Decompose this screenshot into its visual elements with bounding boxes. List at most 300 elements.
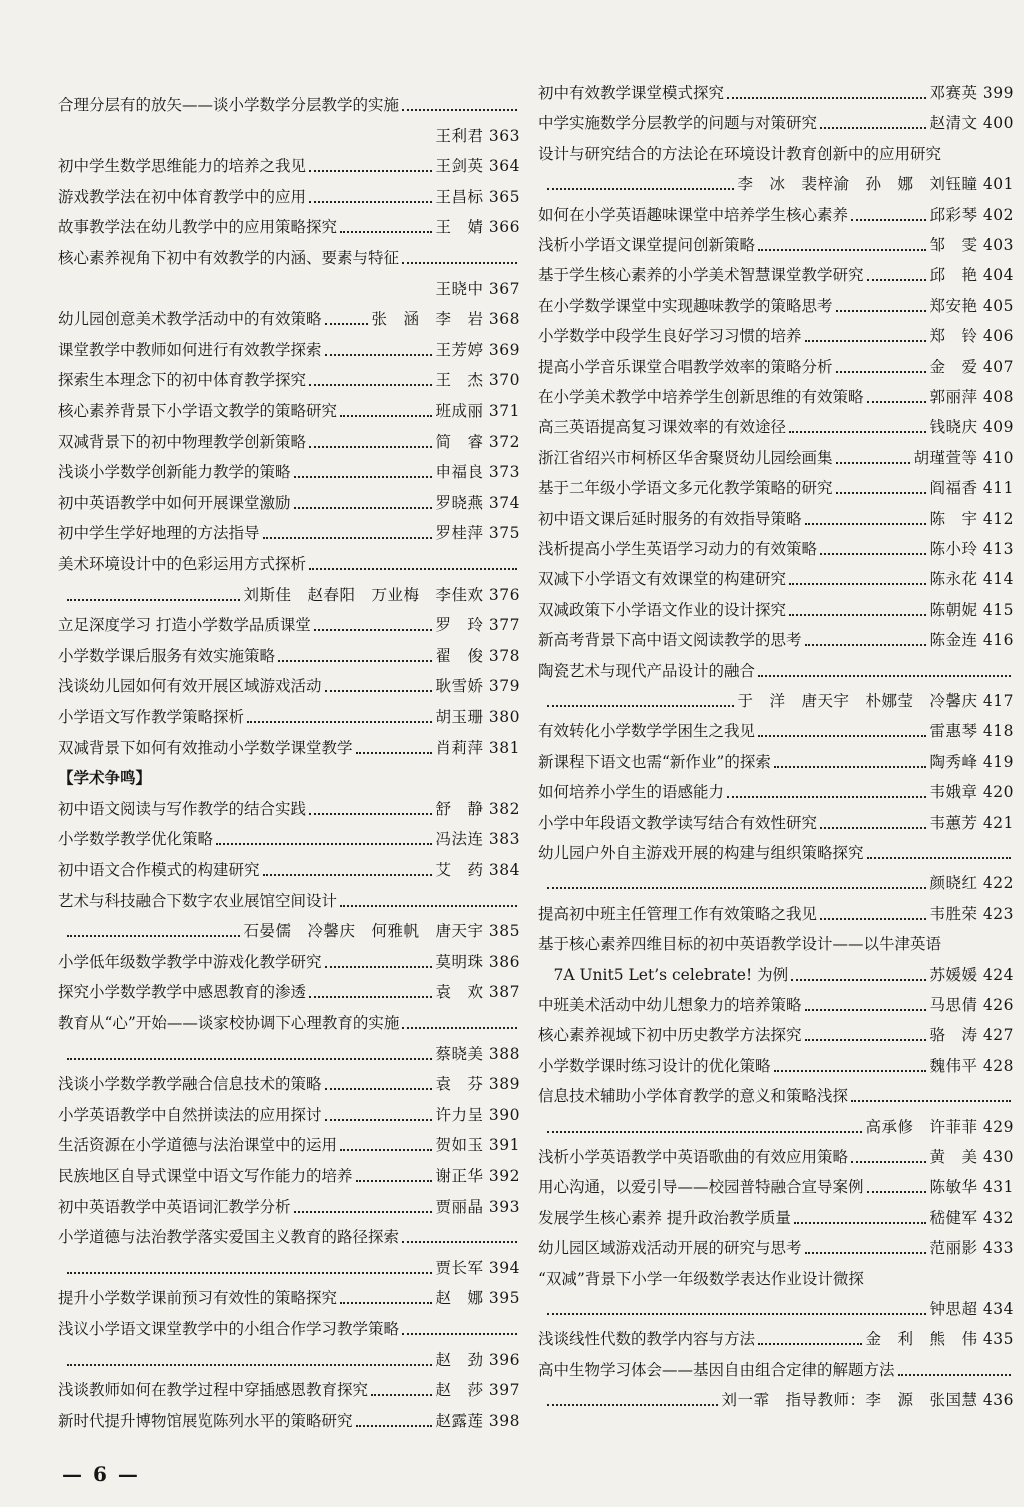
entry-title: 幼儿园户外自主游戏开展的构建与组织策略探究 [538,844,864,862]
toc-entry [58,1010,520,1036]
leader-dots [325,966,433,968]
entry-author-page: 钟思超 434 [929,1300,1014,1318]
toc-entry [58,398,520,424]
leader-dots [294,476,433,478]
entry-author-page: 贾丽晶 393 [435,1197,520,1216]
leader-dots [67,599,240,601]
toc-entry [538,840,1014,866]
entry-author-page: 邱 艳 404 [929,266,1014,285]
entry-title: 探索生本理念下的初中体育教学探究 [58,371,307,390]
leader-dots [867,279,927,281]
entry-author-page: 简 睿 372 [435,432,520,451]
entry-title: 探究小学数学教学中感恩教育的渗透 [58,983,307,1002]
leader-dots [805,644,927,646]
entry-title: 幼儿园创意美术教学活动中的有效策略 [58,310,322,329]
leader-dots [547,1404,718,1406]
entry-title: 浅谈线性代数的教学内容与方法 [538,1330,756,1349]
toc-entry [58,643,520,669]
toc-entry [58,337,520,363]
entry-author-page: 赵露莲 398 [435,1411,520,1430]
entry-title: 在小学数学课堂中实现趣味教学的策略思考 [538,296,833,315]
toc-entry [58,826,520,852]
entry-title: 小学道德与法治教学落实爱国主义教育的路径探索 [58,1228,400,1247]
entry-author-page: 罗桂萍 375 [435,524,520,543]
entry-title: 有效转化小学数学学困生之我见 [538,722,756,741]
leader-dots [758,1343,862,1345]
toc-entry [538,749,1014,775]
entry-title: 初中有效教学课堂模式探究 [538,84,725,102]
leader-dots [758,249,926,251]
leader-dots [309,384,432,386]
entry-title: 小学数学课后服务有效实施策略 [58,646,276,665]
toc-entry [538,901,1014,927]
toc-entry [58,582,520,608]
leader-dots [758,675,1011,677]
entry-title: 浅析小学语文课堂提问创新策略 [538,236,756,254]
entry-author-page: 于 洋 唐天宇 朴娜莹 冷馨庆 417 [737,692,1014,710]
toc-entry [538,1114,1014,1140]
entry-author-page: 魏伟平 428 [929,1056,1014,1075]
leader-dots [789,614,926,616]
entry-author-page: 刘斯佳 赵春阳 万业梅 李佳欢 376 [243,585,520,604]
toc-entry [538,1235,1014,1261]
toc-entry [58,1102,520,1128]
entry-author-page: 马思倩 426 [929,996,1014,1014]
entry-author-page: 赵 劲 396 [435,1350,520,1369]
leader-dots [325,1088,433,1090]
entry-title: 浅议小学语文课堂教学中的小组合作学习教学策略 [58,1320,400,1338]
entry-author-page: 陶秀峰 419 [929,752,1014,771]
leader-dots [309,813,432,815]
entry-author-page: 王晓中 367 [435,279,520,298]
leader-dots [820,827,926,829]
entry-author-page: 陈金连 416 [929,631,1014,650]
toc-entry [58,1408,520,1434]
entry-title: 中班美术活动中幼儿想象力的培养策略 [538,996,802,1014]
entry-title: 小学数学教学优化策略 [58,830,214,849]
entry-author-page: 冯法连 383 [435,830,520,849]
entry-author-page: 胡瑾萱等 410 [913,448,1014,467]
toc-entry [58,612,520,638]
toc-entry [538,870,1014,896]
leader-dots [789,583,926,585]
entry-title: 故事教学法在幼儿教学中的应用策略探究 [58,218,338,237]
leader-dots [67,1058,432,1060]
leader-dots [325,354,433,356]
leader-dots [774,1070,927,1072]
entry-title: 核心素养背景下小学语文教学的策略研究 [58,402,338,420]
entry-title: 浅谈教师如何在教学过程中穿插感恩教育探究 [58,1381,369,1400]
entry-title: 基于核心素养四维目标的初中英语教学设计——以牛津英语 [538,935,942,954]
entry-title: 艺术与科技融合下数字农业展馆空间设计 [58,891,338,910]
toc-entry [538,293,1014,319]
toc-entry [538,931,1014,957]
leader-dots [309,996,432,998]
toc-entry [58,704,520,730]
toc-entry [58,1255,520,1281]
leader-dots [371,1394,432,1396]
toc-entry [538,566,1014,592]
entry-title: 课堂教学中教师如何进行有效教学探索 [58,340,322,359]
toc-entry [58,214,520,240]
entry-author-page: 蔡晓美 388 [435,1044,520,1063]
leader-dots [263,537,433,539]
leader-dots [325,1119,433,1121]
entry-author-page: 贺如玉 391 [435,1136,520,1155]
toc-entry [538,171,1014,197]
toc-entry [58,796,520,822]
entry-author-page: 邓赛英 399 [929,84,1014,102]
toc-entry [58,490,520,516]
entry-title: 初中语文课后延时服务的有效指导策略 [538,509,802,528]
entry-title: 初中英语教学中如何开展课堂激励 [58,493,291,512]
entry-author-page: 陈永花 414 [929,570,1014,589]
entry-title: 新高考背景下高中语文阅读教学的思考 [538,631,802,650]
toc-entry [538,1144,1014,1170]
entry-author-page: 王 婧 366 [435,218,520,237]
entry-author-page: 颜晓红 422 [929,874,1014,893]
entry-title: 双减下小学语文有效课堂的构建研究 [538,570,787,589]
toc-entry [538,1174,1014,1200]
entry-title: 民族地区自导式课堂中语文写作能力的培养 [58,1167,353,1185]
entry-title: 如何培养小学生的语感能力 [538,783,725,802]
toc-entry [538,1205,1014,1231]
entry-author-page: 韦蕙芳 421 [929,813,1014,832]
entry-author-page: 赵 娜 395 [435,1289,520,1308]
leader-dots [402,1241,517,1243]
entry-title: 浅析小学英语教学中英语歌曲的有效应用策略 [538,1148,849,1166]
leader-dots [547,1313,926,1315]
leader-dots [340,1149,432,1151]
toc-entry [58,92,520,118]
leader-dots [836,462,911,464]
entry-author-page: 王 杰 370 [435,371,520,390]
toc-entry [58,520,520,546]
leader-dots [402,109,517,111]
leader-dots [836,371,927,373]
entry-title: 信息技术辅助小学体育教学的意义和策略浅探 [538,1087,849,1106]
toc-entry [538,1296,1014,1322]
toc-entry [538,688,1014,714]
entry-author-page: 陈小玲 413 [929,540,1014,558]
leader-dots [791,979,926,981]
entry-author-page: 陈朝妮 415 [929,600,1014,619]
entry-author-page: 郑 铃 406 [929,327,1014,346]
entry-author-page: 谢正华 392 [435,1167,520,1185]
entry-title: 幼儿园区域游戏活动开展的研究与思考 [538,1239,802,1258]
toc-entry [58,1377,520,1403]
toc-entry [538,536,1014,562]
entry-title: 提高小学音乐课堂合唱教学效率的策略分析 [538,357,833,376]
toc-entry [58,1194,520,1220]
entry-author-page: 高承修 许菲菲 429 [865,1117,1014,1136]
entry-title: 游戏教学法在初中体育教学中的应用 [58,187,307,206]
toc-entry [538,627,1014,653]
toc-entry [538,384,1014,410]
entry-title: 提升小学数学课前预习有效性的策略探究 [58,1289,338,1308]
leader-dots [278,660,432,662]
toc-entry [538,354,1014,380]
entry-author-page: 肖莉萍 381 [435,738,520,757]
entry-title: 发展学生核心素养 提升政治教学质量 [538,1208,791,1227]
leader-dots [294,507,433,509]
leader-dots [325,690,433,692]
entry-title: 教育从“心”开始——谈家校协调下心理教育的实施 [58,1014,400,1032]
entry-author-page: 邱彩琴 402 [929,205,1014,224]
leader-dots [314,629,433,631]
entry-author-page: 阎福香 411 [929,479,1014,498]
toc-entry [538,414,1014,440]
toc-entry [58,949,520,975]
entry-author-page: 郑安艳 405 [929,296,1014,315]
toc-entry [538,1357,1014,1383]
entry-author-page: 刘一霏 指导教师：李 源 张国慧 436 [721,1391,1014,1410]
entry-title: 7A Unit5 Let’s celebrate! 为例 [538,965,789,984]
leader-dots [547,887,926,889]
entry-title: 中学实施数学分层教学的问题与对策研究 [538,114,818,133]
toc-entry [58,1347,520,1373]
leader-dots [309,170,432,172]
entry-author-page: 舒 静 382 [435,799,520,818]
toc-entry [538,1083,1014,1109]
entry-title: 基于学生核心素养的小学美术智慧课堂教学研究 [538,266,864,285]
entry-title: 陶瓷艺术与现代产品设计的融合 [538,661,756,680]
leader-dots [356,1180,433,1182]
toc-entry [538,202,1014,228]
entry-title: 初中语文合作模式的构建研究 [58,861,260,879]
entry-title: 小学数学中段学生良好学习习惯的培养 [538,327,802,346]
leader-dots [340,905,517,907]
entry-title: 核心素养视域下初中历史教学方法探究 [538,1026,802,1045]
toc-entry [538,110,1014,136]
entry-author-page: 雷惠琴 418 [929,722,1014,741]
entry-author-page: 赵清文 400 [929,114,1014,133]
leader-dots [263,874,433,876]
toc-entry [538,1053,1014,1079]
leader-dots [805,340,927,342]
entry-title: 小学数学课时练习设计的优化策略 [538,1056,771,1075]
entry-title: 用心沟通，以爱引导——校园普特融合宣导案例 [538,1178,864,1197]
entry-title: 核心素养视角下初中有效教学的内涵、要素与特征 [58,249,400,267]
leader-dots [340,231,432,233]
leader-dots [805,1039,927,1041]
leader-dots [67,935,240,937]
toc-entry [538,141,1014,167]
leader-dots [247,721,432,723]
toc-entry [538,323,1014,349]
toc-entry [58,551,520,577]
toc-entry [538,810,1014,836]
toc-entry [58,184,520,210]
entry-title: 生活资源在小学道德与法治课堂中的运用 [58,1136,338,1155]
entry-title: 浅谈小学数学创新能力教学的策略 [58,463,291,482]
leader-dots [67,1272,432,1274]
entry-title: 合理分层有的放矢——谈小学数学分层教学的实施 [58,96,400,114]
toc-entry [538,1022,1014,1048]
entry-author-page: 王利君 363 [435,126,520,145]
entry-author-page: 耿雪娇 379 [435,677,520,696]
toc-entry [538,445,1014,471]
entry-author-page: 黄 美 430 [929,1148,1014,1166]
entry-author-page: 王芳婷 369 [435,340,520,359]
entry-title: 初中语文阅读与写作教学的结合实践 [58,799,307,818]
toc-entry [58,1224,520,1250]
toc-entry [58,245,520,271]
toc-entry [538,475,1014,501]
leader-dots [867,857,1011,859]
entry-author-page: 韦胜荣 423 [929,904,1014,923]
entry-author-page: 金 爱 407 [929,357,1014,376]
leader-dots [309,201,432,203]
entry-author-page: 赵 莎 397 [435,1381,520,1400]
leader-dots [820,918,926,920]
entry-title: 新时代提升博物馆展览陈列水平的策略研究 [58,1411,353,1430]
entry-title: 小学语文写作教学策略探析 [58,708,245,726]
toc-entry [58,673,520,699]
toc-entry [538,597,1014,623]
page-number: — 6 — [62,1462,140,1486]
toc-entry [58,153,520,179]
entry-author-page: 翟 俊 378 [435,646,520,665]
toc-entry [58,1316,520,1342]
toc-entry [58,429,520,455]
entry-author-page: 李 冰 裴梓渝 孙 娜 刘钰瞳 401 [737,175,1014,194]
entry-title: 浙江省绍兴市柯桥区华舍聚贤幼儿园绘画集 [538,448,833,467]
section-heading [58,765,520,791]
toc-entry [58,1071,520,1097]
entry-author-page: 苏媛媛 424 [929,965,1014,984]
leader-dots [851,1100,1011,1102]
entry-title: 小学英语教学中自然拼读法的应用探讨 [58,1105,322,1124]
entry-author-page: 王剑英 364 [435,157,520,176]
toc-entry [58,857,520,883]
leader-dots [794,1222,927,1224]
toc-entry [538,80,1014,106]
toc-entry [538,1387,1014,1413]
entry-author-page: 王昌标 365 [435,187,520,206]
toc-entry [538,658,1014,684]
entry-author-page: 申福良 373 [435,463,520,482]
toc-entry [58,735,520,761]
toc-entry [58,276,520,302]
entry-title: 初中学生学好地理的方法指导 [58,524,260,543]
entry-author-page: 陈敏华 431 [929,1178,1014,1197]
leader-dots [727,97,926,99]
leader-dots [836,492,927,494]
entry-title: 【学术争鸣】 [58,768,152,788]
leader-dots [805,523,927,525]
toc-entry [538,779,1014,805]
leader-dots [294,1211,433,1213]
toc-entry [538,232,1014,258]
leader-dots [867,401,927,403]
toc-entry [538,1326,1014,1352]
entry-author-page: 胡玉珊 380 [435,708,520,726]
entry-author-page: 钱晓庆 409 [929,418,1014,437]
entry-author-page: 班成丽 371 [435,402,520,420]
entry-title: “双减”背景下小学一年级数学表达作业设计微探 [538,1269,864,1288]
entry-title: 浅谈小学数学教学融合信息技术的策略 [58,1075,322,1094]
leader-dots [805,1009,927,1011]
entry-author-page: 罗晓燕 374 [435,493,520,512]
entry-author-page: 莫明珠 386 [435,952,520,971]
leader-dots [402,1027,517,1029]
leader-dots [836,310,927,312]
leader-dots [402,262,517,264]
entry-title: 高中生物学习体会——基因自由组合定律的解题方法 [538,1360,895,1379]
toc-entry [58,306,520,332]
entry-author-page: 贾长军 394 [435,1258,520,1277]
leader-dots [309,446,432,448]
leader-dots [805,1252,927,1254]
entry-author-page: 嵇健军 432 [929,1208,1014,1227]
entry-title: 新课程下语文也需“新作业”的探索 [538,752,771,771]
leader-dots [216,843,432,845]
entry-author-page: 陈 宇 412 [929,509,1014,528]
entry-title: 小学中年段语文教学读写结合有效性研究 [538,813,818,832]
entry-title: 高三英语提高复习课效率的有效途径 [538,418,787,437]
toc-entry [58,918,520,944]
entry-author-page: 张 涵 李 岩 368 [371,310,520,329]
entry-author-page: 罗 玲 377 [435,616,520,635]
leader-dots [820,553,926,555]
leader-dots [402,1333,517,1335]
leader-dots [340,1302,432,1304]
toc-entry [58,1041,520,1067]
entry-title: 初中学生数学思维能力的培养之我见 [58,157,307,176]
leader-dots [758,735,926,737]
entry-title: 浅析提高小学生英语学习动力的有效策略 [538,540,818,558]
toc-entry [58,1163,520,1189]
entry-author-page: 艾 药 384 [435,861,520,879]
toc-entry [58,459,520,485]
toc-entry [538,962,1014,988]
entry-title: 初中英语教学中英语词汇教学分析 [58,1197,291,1216]
leader-dots [67,1364,432,1366]
leader-dots [851,219,926,221]
leader-dots [356,752,433,754]
toc-entry [538,262,1014,288]
entry-title: 浅谈幼儿园如何有效开展区域游戏活动 [58,677,322,696]
leader-dots [867,1191,927,1193]
toc-entry [538,992,1014,1018]
entry-author-page: 袁 欢 387 [435,983,520,1002]
toc-entry [538,718,1014,744]
leader-dots [898,1374,1011,1376]
entry-title: 提高初中班主任管理工作有效策略之我见 [538,904,818,923]
toc-entry [538,1266,1014,1292]
leader-dots [820,127,926,129]
entry-title: 基于二年级小学语文多元化教学策略的研究 [538,479,833,498]
entry-author-page: 石晏儒 冷馨庆 何雅帆 唐天宇 385 [243,922,520,941]
leader-dots [789,431,926,433]
entry-title: 美术环境设计中的色彩运用方式探析 [58,555,307,573]
leader-dots [547,705,734,707]
leader-dots [547,1131,862,1133]
toc-entry [58,1132,520,1158]
leader-dots [309,568,517,570]
entry-author-page: 许力呈 390 [435,1105,520,1124]
toc-entry [58,979,520,1005]
entry-title: 双减背景下如何有效推动小学数学课堂教学 [58,738,353,757]
toc-entry [58,888,520,914]
leader-dots [727,796,926,798]
leader-dots [774,766,927,768]
entry-author-page: 骆 涛 427 [929,1026,1014,1045]
leader-dots [851,1161,926,1163]
entry-title: 立足深度学习 打造小学数学品质课堂 [58,616,311,635]
toc-entry [58,367,520,393]
